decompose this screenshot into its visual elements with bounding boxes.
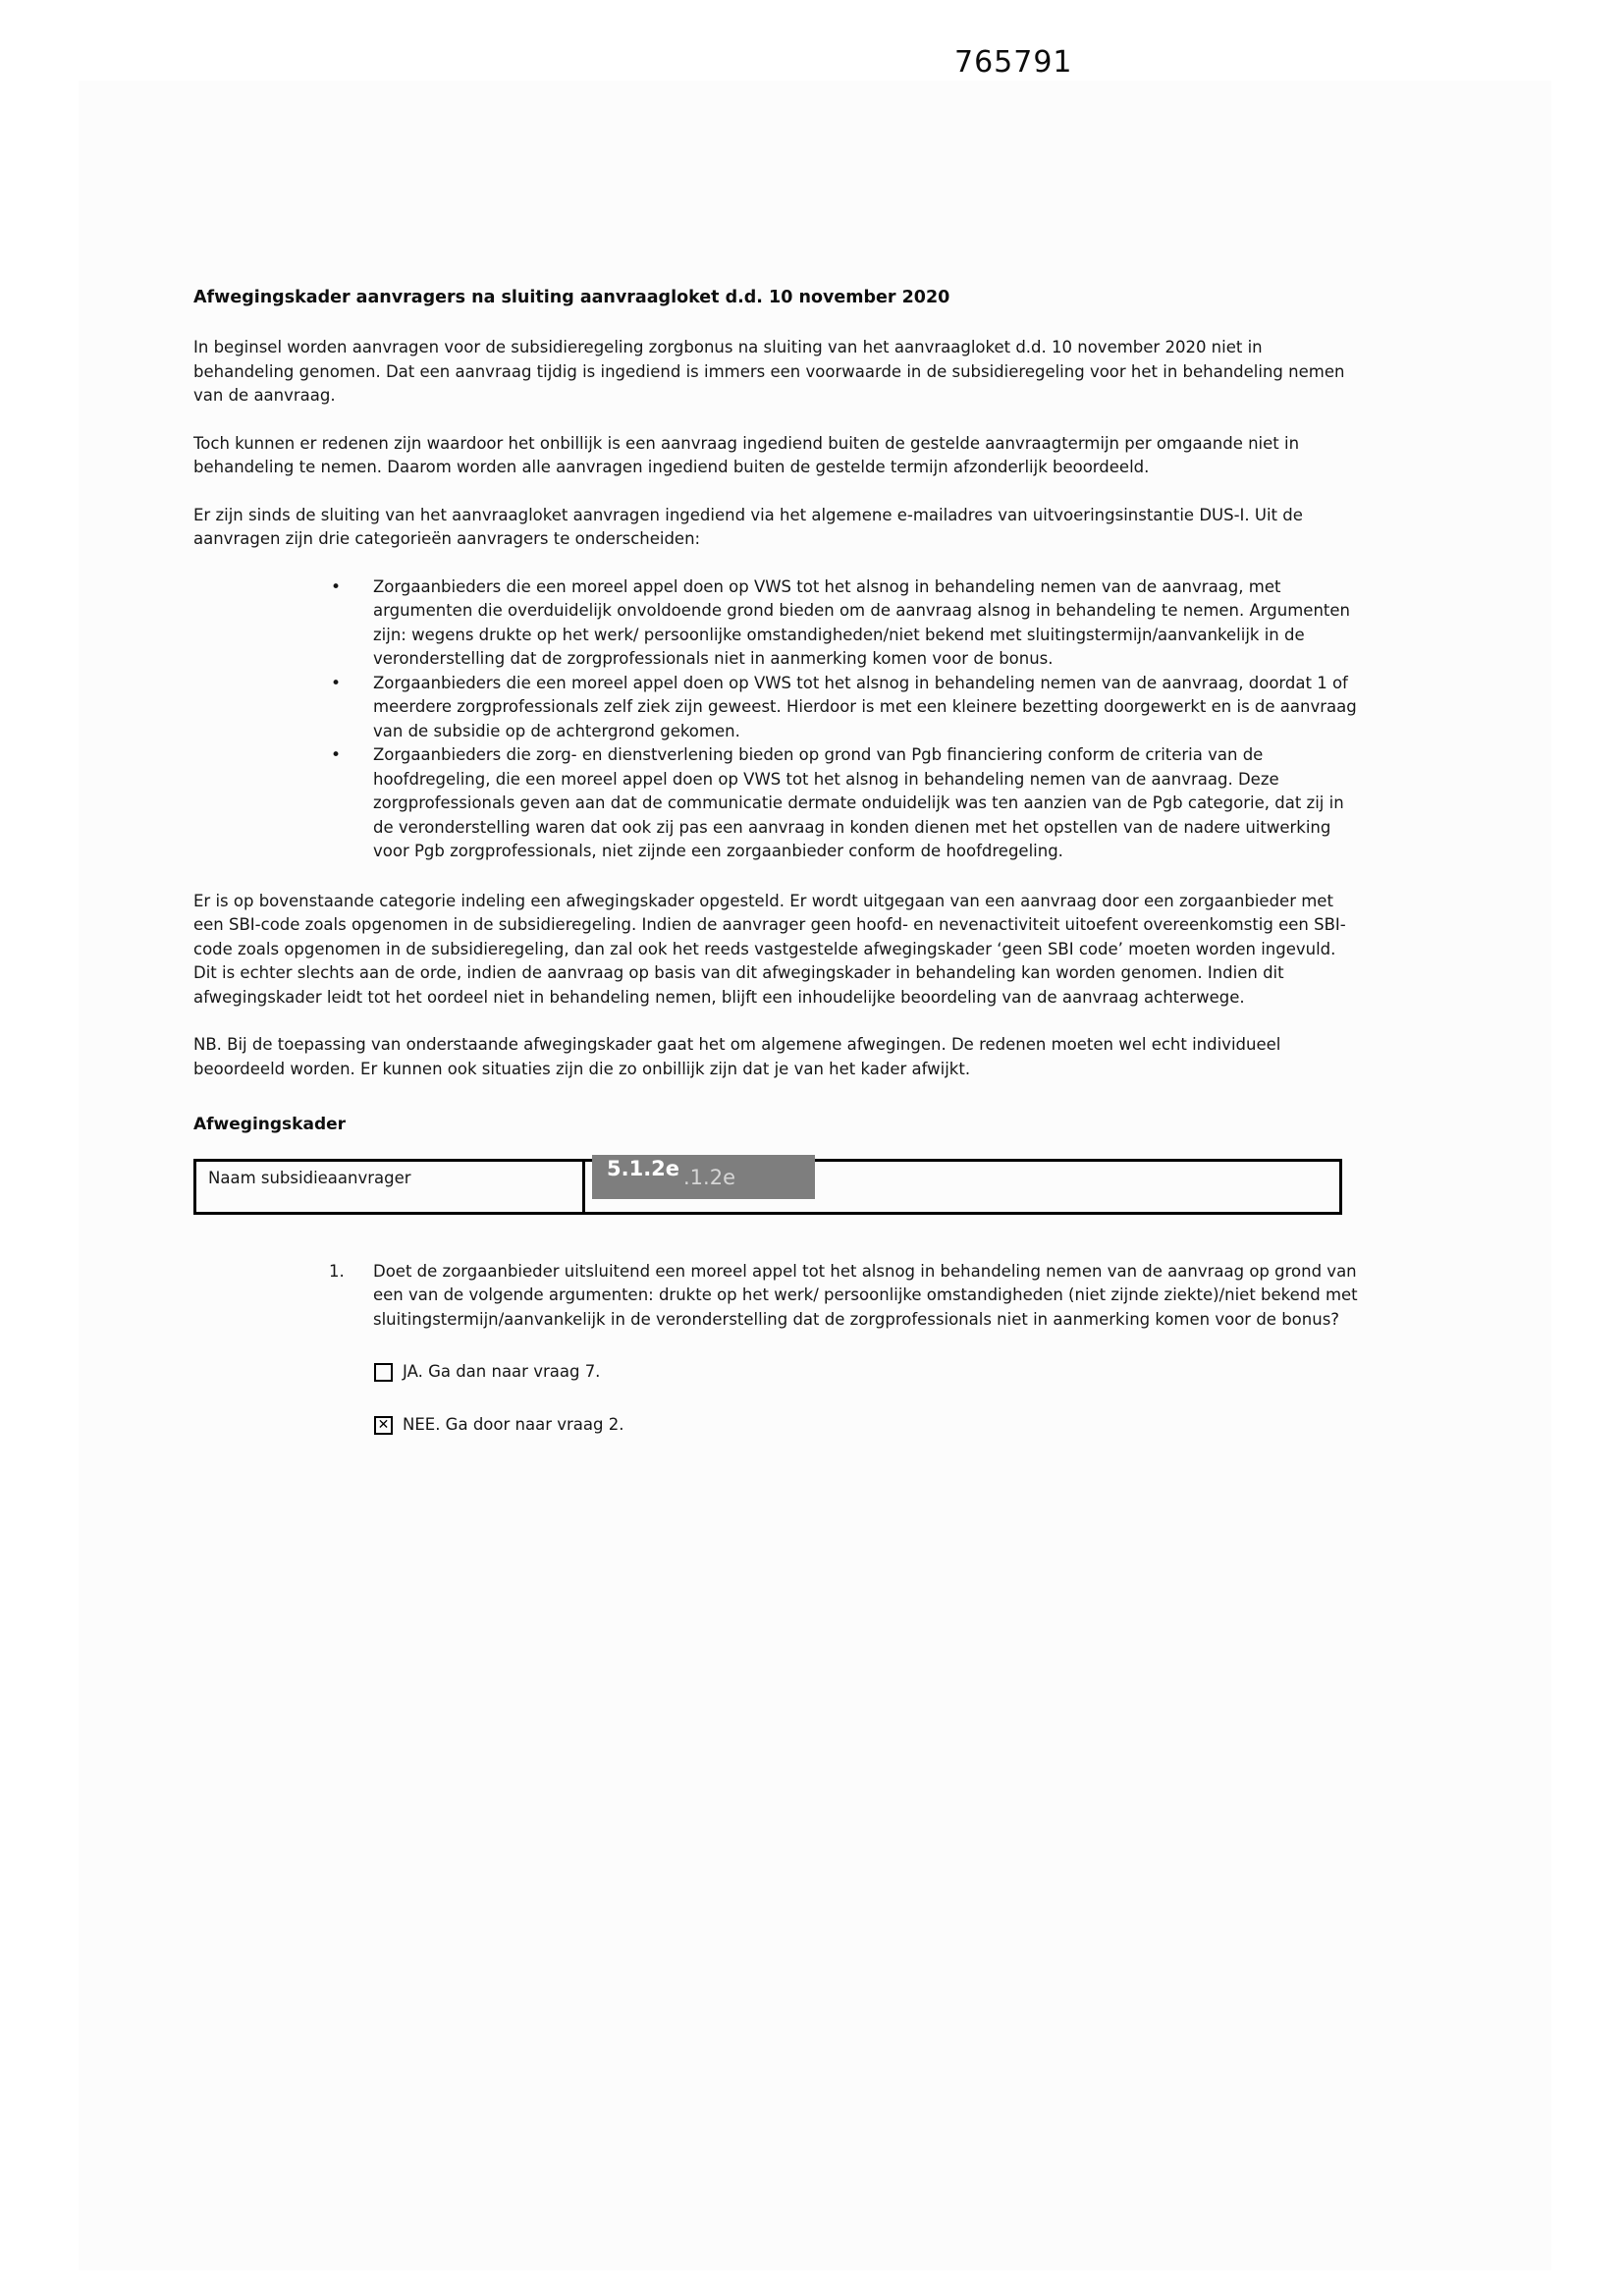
document-title: Afwegingskader aanvragers na sluiting aanvraagloket d.d. 10 november 2020 xyxy=(193,288,950,307)
question-1 xyxy=(193,1260,1360,1438)
category-bullet-list xyxy=(193,575,1360,864)
applicant-name-table xyxy=(193,1156,1342,1215)
section-heading-afwegingskader: Afwegingskader xyxy=(193,1115,347,1134)
question-body xyxy=(373,1260,1360,1438)
answer-option-label: NEE. Ga door naar vraag 2. xyxy=(403,1414,624,1434)
bullet-item: • Zorgaanbieders die een moreel appel doen op VWS tot het alsnog in behandeling nemen van de aanvraag, met argumenten die overduidelijk onvoldoende grond bieden om de aanvraag alsnog in behandeling te nemen. Argumenten zijn: wegens drukte op het werk/ persoonlijke omstandigheden/niet bekend met sluitingstermijn/aanvankelijk in de veronderstelling dat de zorgprofessionals niet in aanmerking komen voor de bonus. xyxy=(193,575,1360,672)
redaction-code-primary: 5.1.2e xyxy=(607,1156,680,1180)
bullet-item: • Zorgaanbieders die een moreel appel doen op VWS tot het alsnog in behandeling nemen van de aanvraag, doordat 1 of meerdere zorgprofessionals zelf ziek zijn geweest. Hierdoor is met een kleinere bezetting doorgewerkt en is de aanvraag van de subsidie op de achtergrond gekomen. xyxy=(193,672,1360,744)
answer-option-label: JA. Ga dan naar vraag 7. xyxy=(403,1362,601,1381)
closing-paragraph-2: NB. Bij de toepassing van onderstaande afwegingskader gaat het om algemene afwegingen. De redenen moeten wel echt individueel beoordeeld worden. Er kunnen ook situaties zijn die zo onbillijk zijn dat je van het kader afwijkt. xyxy=(193,1035,1281,1078)
closing-paragraph-1: Er is op bovenstaande categorie indeling een afwegingskader opgesteld. Er wordt uitgegaan van een aanvraag door een zorgaanbieder met een SBI-code zoals opgenomen in de subsidieregeling. Indien de aanvrager geen hoofd- en nevenactiviteit uitoefent overeenkomstig een SBI-code zoals opgenomen in de subsidieregeling, dan zal ook het reeds vastgestelde afwegingskader ‘geen SBI code’ moeten worden ingevuld. Dit is echter slechts aan de orde, indien de aanvraag op basis van dit afwegingskader in behandeling kan worden genomen. Indien dit afwegingskader leidt tot het oordeel niet in behandeling nemen, blijft een inhoudelijke beoordeling van de aanvraag achterwege. xyxy=(193,891,1346,1007)
table-label-cell: Naam subsidieaanvrager xyxy=(196,1162,585,1212)
answer-option-ja xyxy=(373,1360,1360,1385)
table-value-cell xyxy=(585,1156,1339,1212)
answer-option-nee xyxy=(373,1413,1360,1438)
intro-paragraph-3: Er zijn sinds de sluiting van het aanvraagloket aanvragen ingediend via het algemene e-mailadres van uitvoeringsinstantie DUS-I. Uit de aanvragen zijn drie categorieën aanvragers te onderscheiden: xyxy=(193,505,1303,548)
document-body xyxy=(193,287,1360,1437)
checkbox-ja xyxy=(374,1363,393,1382)
redaction-box xyxy=(592,1155,815,1199)
question-text: Doet de zorgaanbieder uitsluitend een moreel appel tot het alsnog in behandeling nemen van de aanvraag op grond van een van de volgende argumenten: drukte op het werk/ persoonlijke omstandigheden (niet zijnde ziekte)/niet bekend met sluitingstermijn/aanvankelijk in de veronderstelling dat de zorgprofessionals niet in aanmerking komen voor de bonus? xyxy=(373,1261,1358,1329)
bullet-item: • Zorgaanbieders die zorg- en dienstverlening bieden op grond van Pgb financiering conform de criteria van de hoofdregeling, die een moreel appel doen op VWS tot het alsnog in behandeling nemen van de aanvraag. Deze zorgprofessionals geven aan dat de communicatie dermate onduidelijk was ten aanzien van de Pgb categorie, dat zij in de veronderstelling waren dat ook zij pas een aanvraag in konden dienen met het opstellen van de nadere uitwerking voor Pgb zorgprofessionals, niet zijnde een zorgaanbieder conform de hoofdregeling. xyxy=(193,743,1360,864)
intro-paragraph-1: In beginsel worden aanvragen voor de subsidieregeling zorgbonus na sluiting van het aanvraagloket d.d. 10 november 2020 niet in behandeling genomen. Dat een aanvraag tijdig is ingediend is immers een voorwaarde in de subsidieregeling voor het in behandeling nemen van de aanvraag. xyxy=(193,338,1345,405)
checkbox-nee xyxy=(374,1416,393,1435)
question-number: 1. xyxy=(329,1261,345,1281)
document-id-number: 765791 xyxy=(954,45,1073,80)
redaction-code-secondary: .1.2e xyxy=(683,1165,735,1189)
intro-paragraph-2: Toch kunnen er redenen zijn waardoor het onbillijk is een aanvraag ingediend buiten de gestelde aanvraagtermijn per omgaande niet in behandeling te nemen. Daarom worden alle aanvragen ingediend buiten de gestelde termijn afzonderlijk beoordeeld. xyxy=(193,433,1300,476)
